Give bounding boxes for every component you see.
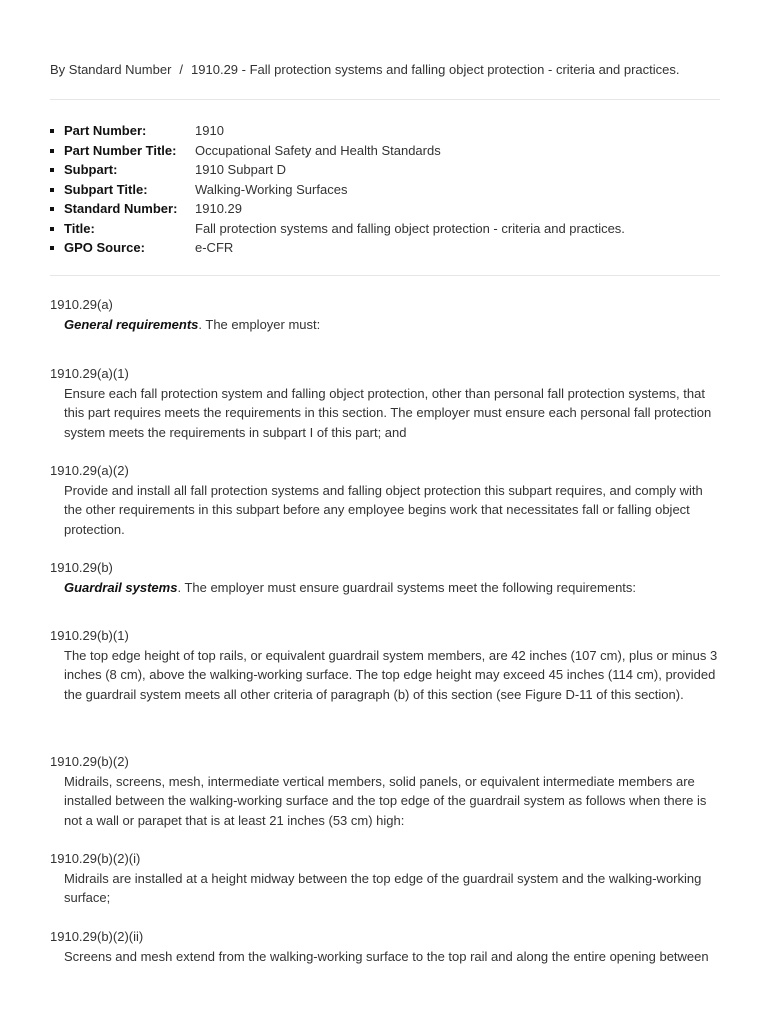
bullet-icon xyxy=(50,168,54,172)
section-body: Screens and mesh extend from the walking-working surface to the top rail and along the entire opening between xyxy=(64,948,709,964)
section-number: 1910.29(a) xyxy=(50,297,113,312)
bullet-icon xyxy=(50,207,54,211)
bullet-icon xyxy=(50,227,54,231)
section-1910-29-a-2 xyxy=(50,461,720,539)
metadata-value: Fall protection systems and falling object protection - criteria and practices. xyxy=(195,220,625,236)
section-body: Ensure each fall protection system and falling object protection, other than personal fall protection systems, that this part requires meets the requirements in this section. The employer must ensure each personal fall protection system meets the requirements in subpart I of this part; and xyxy=(64,385,712,440)
section-body: The top edge height of top rails, or equivalent guardrail system members, are 42 inches (107 cm), plus or minus 3 inches (8 cm), above the walking-working surface. The top edge height may exceed 45 inches (114 cm), provided the guardrail system meets all other criteria of paragraph (b) of this section (see Figure D-11 of this section). xyxy=(64,647,718,702)
bullet-icon xyxy=(50,188,54,192)
breadcrumb-current: 1910.29 - Fall protection systems and falling object protection - criteria and practices. xyxy=(191,62,680,77)
metadata-label: Part Number Title: xyxy=(64,142,177,158)
divider-bottom xyxy=(50,275,720,276)
divider-top xyxy=(50,99,720,100)
section-body: Midrails, screens, mesh, intermediate vertical members, solid panels, or equivalent intermediate members are installed between the walking-working surface and the top edge of the guardrail system as follows when there is not a wall or parapet that is at least 21 inches (53 cm) high: xyxy=(64,773,707,828)
section-number: 1910.29(b)(1) xyxy=(50,628,129,643)
section-body: Midrails are installed at a height midway between the top edge of the guardrail system and the walking-working surface; xyxy=(64,870,702,905)
section-body: . The employer must: xyxy=(198,316,321,332)
section-text xyxy=(64,947,720,967)
section-1910-29-b-2-i xyxy=(50,849,720,908)
section-text xyxy=(64,578,720,598)
bullet-icon xyxy=(50,129,54,133)
section-text xyxy=(64,646,720,705)
section-text xyxy=(64,315,720,335)
metadata-value: Occupational Safety and Health Standards xyxy=(195,142,441,158)
section-text xyxy=(64,481,720,540)
metadata-label: Part Number: xyxy=(64,123,147,138)
section-number: 1910.29(b)(2)(ii) xyxy=(50,929,144,944)
metadata-value: 1910 Subpart D xyxy=(195,162,287,177)
section-number: 1910.29(a)(2) xyxy=(50,463,129,478)
section-number: 1910.29(a)(1) xyxy=(50,366,129,381)
section-1910-29-b-1 xyxy=(50,626,720,704)
metadata-label: Standard Number: xyxy=(64,201,178,216)
metadata-value: 1910.29 xyxy=(195,201,242,216)
section-term: Guardrail systems xyxy=(64,579,178,595)
section-1910-29-b xyxy=(50,558,720,597)
section-text xyxy=(64,772,720,831)
breadcrumb-separator: / xyxy=(179,62,184,77)
section-term: General requirements xyxy=(64,316,199,332)
metadata-value: 1910 xyxy=(195,123,224,138)
section-number: 1910.29(b)(2) xyxy=(50,754,129,769)
metadata-label: Subpart Title: xyxy=(64,181,148,197)
section-body: . The employer must ensure guardrail systems meet the following requirements: xyxy=(177,579,637,595)
metadata-value[interactable]: e-CFR xyxy=(195,240,234,255)
breadcrumb xyxy=(50,62,720,78)
section-1910-29-b-2-ii xyxy=(50,927,720,966)
breadcrumb-root-link[interactable]: By Standard Number xyxy=(50,62,172,77)
metadata-label: Title: xyxy=(64,220,95,236)
section-1910-29-a xyxy=(50,295,720,334)
section-body: Provide and install all fall protection systems and falling object protection this subpart requires, and comply with the other requirements in this subpart before any employee begins work that necessitates fall or falling object protection. xyxy=(64,482,703,537)
section-number: 1910.29(b) xyxy=(50,560,113,575)
bullet-icon xyxy=(50,246,54,250)
section-text xyxy=(64,384,720,443)
section-number: 1910.29(b)(2)(i) xyxy=(50,851,141,866)
metadata-label: GPO Source: xyxy=(64,240,145,255)
section-1910-29-b-2 xyxy=(50,752,720,830)
bullet-icon xyxy=(50,149,54,153)
metadata-value: Walking-Working Surfaces xyxy=(195,181,348,197)
section-text xyxy=(64,869,720,908)
metadata-label: Subpart: xyxy=(64,162,118,177)
section-1910-29-a-1 xyxy=(50,364,720,442)
